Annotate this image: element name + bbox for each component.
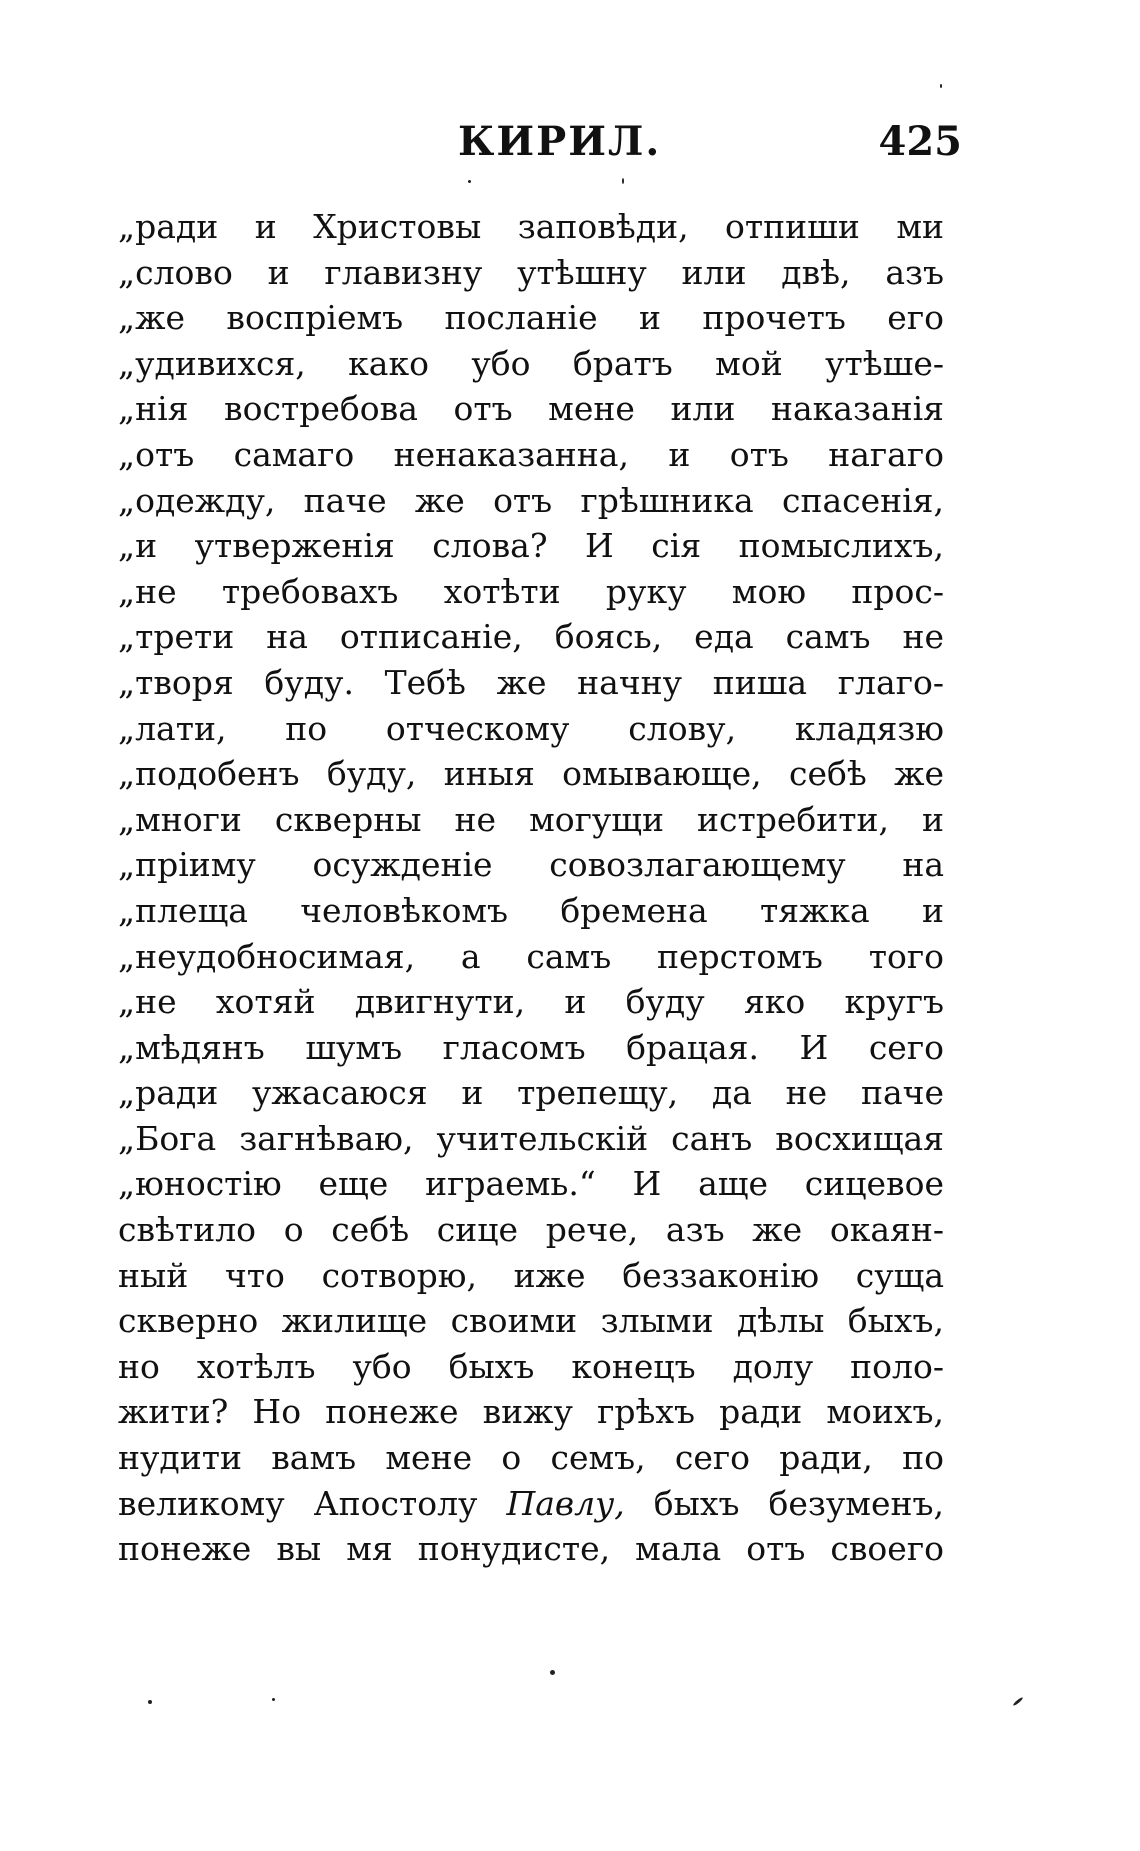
text-line: нудити вамъ мене о семъ, сего ради, по bbox=[118, 1438, 944, 1478]
text-line: „одежду, паче же отъ грѣшника спасенія, bbox=[118, 480, 944, 520]
line-text-after: быхъ безуменъ, bbox=[624, 1483, 944, 1523]
running-head: КИРИЛ. bbox=[458, 118, 662, 165]
text-line-with-italic bbox=[118, 1481, 944, 1527]
page-header bbox=[118, 112, 962, 172]
text-line: „творя буду. Тебѣ же начну пиша глаго- bbox=[118, 662, 944, 702]
text-line: „неудобносимая, а самъ перстомъ того bbox=[118, 936, 944, 976]
text-line: ный что сотворю, иже беззаконію суща bbox=[118, 1255, 944, 1295]
page-number: 425 bbox=[878, 118, 962, 165]
line-text-before: великому Апостолу bbox=[118, 1483, 507, 1523]
text-line: жити? Но понеже вижу грѣхъ ради моихъ, bbox=[118, 1392, 944, 1432]
text-line: „нія востребова отъ мене или наказанія bbox=[118, 389, 944, 429]
text-line: понеже вы мя понудисте, мала отъ своего bbox=[118, 1529, 944, 1569]
text-line: „и утверженія слова? И сія помыслихъ, bbox=[118, 526, 944, 566]
text-line: „плеща человѣкомъ бремена тяжка и bbox=[118, 890, 944, 930]
text-line: „пріиму осужденіе совозлагающему на bbox=[118, 845, 944, 885]
text-line: „не хотяй двигнути, и буду яко кругъ bbox=[118, 982, 944, 1022]
italic-name-pavlu: Павлу, bbox=[506, 1483, 625, 1523]
body-text bbox=[118, 204, 944, 1572]
text-line: „лати, по отческому слову, кладязю bbox=[118, 708, 944, 748]
scan-speck bbox=[940, 84, 942, 88]
text-line: „ради и Христовы заповѣди, отпиши ми bbox=[118, 207, 944, 246]
scan-speck bbox=[550, 1670, 555, 1675]
text-line: „удивихся, како убо братъ мой утѣше- bbox=[118, 343, 944, 383]
text-line: „не требовахъ хотѣти руку мою прос- bbox=[118, 571, 944, 611]
text-line: „же воспріемъ посланіе и прочетъ его bbox=[118, 298, 944, 338]
scan-speck bbox=[148, 1700, 152, 1704]
text-line: „подобенъ буду, иныя омывающе, себѣ же bbox=[118, 754, 944, 794]
text-line: „Бога загнѣваю, учительскій санъ восхищая bbox=[118, 1118, 944, 1158]
text-line: „ради ужасаюся и трепещу, да не паче bbox=[118, 1073, 944, 1113]
scan-speck bbox=[622, 178, 624, 184]
text-line: „отъ самаго ненаказанна, и отъ нагаго bbox=[118, 434, 944, 474]
text-line: свѣтило о себѣ сице рече, азъ же окаян- bbox=[118, 1210, 944, 1250]
scan-speck bbox=[1012, 1696, 1023, 1706]
text-line: но хотѣлъ убо быхъ конецъ долу поло- bbox=[118, 1346, 944, 1386]
scan-speck bbox=[272, 1698, 275, 1701]
text-line: скверно жилище своими злыми дѣлы быхъ, bbox=[118, 1301, 944, 1341]
text-line: „мѣдянъ шумъ гласомъ брацая. И сего bbox=[118, 1027, 944, 1067]
text-line: „многи скверны не могущи истребити, и bbox=[118, 799, 944, 839]
text-line: „слово и главизну утѣшну или двѣ, азъ bbox=[118, 252, 944, 292]
text-line: „трети на отписаніе, боясь, еда самъ не bbox=[118, 617, 944, 657]
scan-speck bbox=[468, 180, 471, 183]
text-line: „юностію еще играемь.“ И аще сицевое bbox=[118, 1164, 944, 1204]
